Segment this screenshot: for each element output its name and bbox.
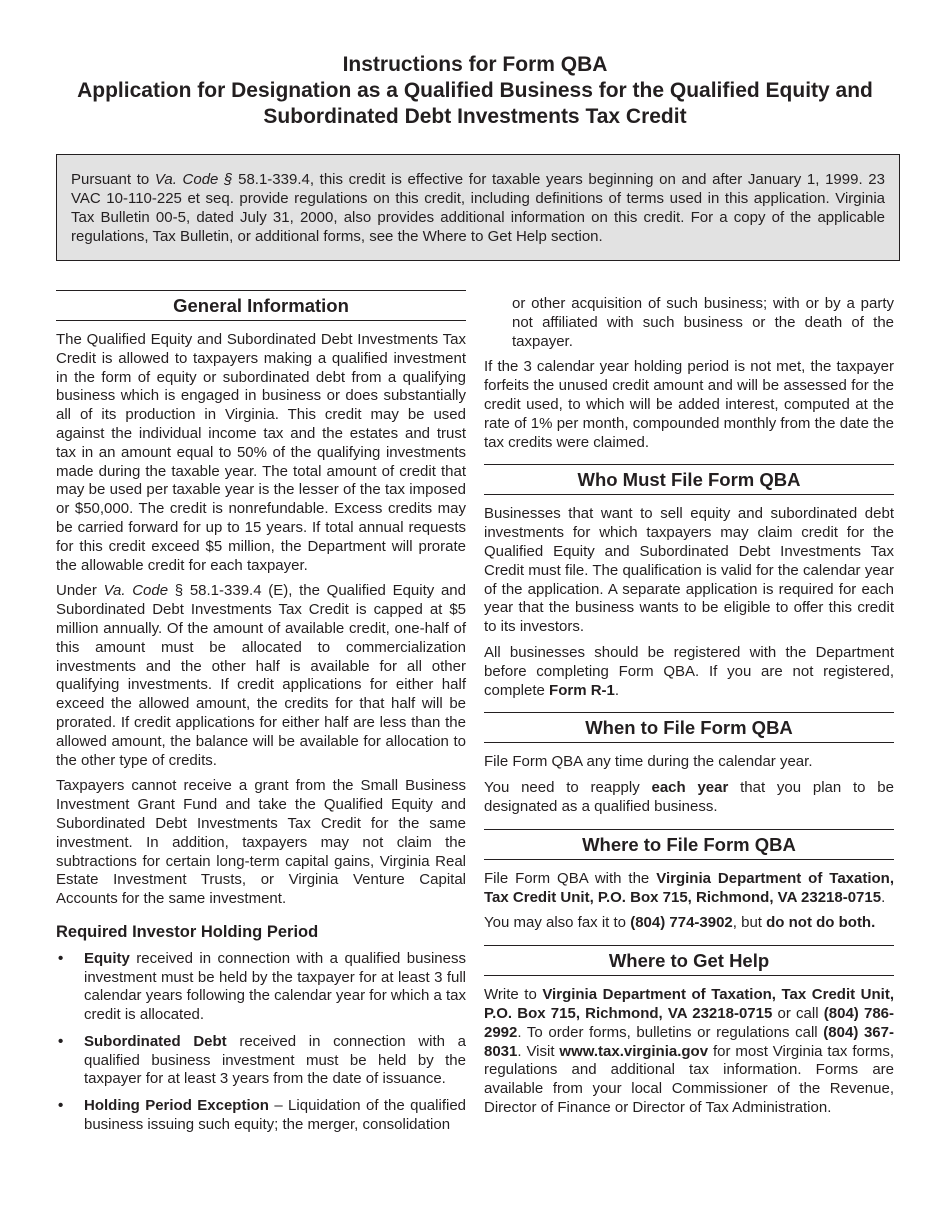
help-post: for most Virginia tax forms, regulations and additional tax information. Forms are available from your local Commissioner of the Revenue, Director of Finance or Director of Tax Administration. — [484, 1042, 894, 1116]
who-p2-post: . — [614, 681, 620, 699]
do-not-do-both: do not do both. — [766, 914, 876, 932]
bullet-text: received in connection with a qualified business investment must be held by the taxpayer for at least 3 years from the date of issuance. — [84, 1032, 467, 1088]
when-p2-post: that you plan to be designated as a qualified business. — [484, 779, 894, 815]
form-r1: Form R-1 — [549, 681, 615, 699]
who-must-file-heading: Who Must File Form QBA — [484, 464, 894, 495]
bullet-text: received in connection with a qualified business investment must be held by the taxpayer for at least 3 full calendar years following the calendar year for which a tax credit is allocated. — [84, 949, 466, 1024]
help-phone-1: (804) 786-2992 — [484, 1004, 894, 1041]
where-p1-pre: File Form QBA with the — [484, 869, 657, 887]
mailing-address: Virginia Department of Taxation, Tax Credit Unit, P.O. Box 715, Richmond, VA 23218-0715 — [484, 869, 894, 906]
general-info-paragraph-1: The Qualified Equity and Subordinated Debt Investments Tax Credit is allowed to taxpayers making a qualified investment in the form of equity or subordinated debt from a qualifying business which is engaged in business or does substantially all of its production in Virginia. This credit may be used against the individual income tax and the estates and trust tax in an amount equal to 50% of the qualifying investments made during the taxable year. The total amount of credit that may be used per taxable year is the lesser of the tax imposed or $50,000. The credit is nonrefundable. Excess credits may be carried forward for up to 15 years. If total annual requests for this credit exceed $5 million, the Department will prorate the allowable credit for each taxpayer. — [56, 331, 466, 574]
each-year: each year — [651, 779, 729, 797]
who-paragraph-2 — [484, 644, 894, 700]
holding-exception-continued: or other acquisition of such business; with or by a party not affiliated with such business or the death of the taxpayer. — [512, 295, 894, 350]
help-phone-2: (804) 367-8031 — [484, 1023, 894, 1060]
intro-text-pre: Pursuant to — [71, 171, 155, 188]
p2-post: § 58.1-339.4 (E), the Qualified Equity and Subordinated Debt Investments Tax Credit is capped at $5 million annually. Of the amount of available credit, one-half of this amount must be allocated to commercialization investments and the other half is available for all other qualifying investments. If credit applications for either half exceed the allowed amount, the credits for that half will be prorated. If credit applications for either half are less than the allowed amount, the balance will be available for allocation to the other type of credits. — [56, 582, 466, 769]
where-file-paragraph-1 — [484, 870, 894, 908]
help-pre: Write to — [484, 986, 543, 1004]
when-paragraph-1: File Form QBA any time during the calendar year. — [484, 753, 813, 771]
who-p2-pre: All businesses should be registered with the Department before completing Form QBA. If you are not registered, complete — [484, 643, 894, 699]
intro-box — [56, 154, 900, 261]
who-paragraph-1: Businesses that want to sell equity and subordinated debt investments for which taxpayers may claim credit for the Qualified Equity and Subordinated Debt Investments Tax Credit must file. The qualification is valid for the calendar year of the application. A separate application is required for each year that the business wants to be eligible to offer this credit to its investors. — [484, 505, 894, 636]
help-paragraph — [484, 986, 894, 1118]
general-info-paragraph-2 — [56, 582, 466, 770]
holding-period-heading: Required Investor Holding Period — [56, 922, 319, 941]
intro-text-post: 58.1-339.4, this credit is effective for taxable years beginning on and after January 1, 1999. 23 VAC 10-110-225 et seq. provide regulations on this credit, including definitions of terms used in this application. Virginia Tax Bulletin 00-5, dated July 31, 2000, also provides additional information on this credit. For a copy of the applicable regulations, Tax Bulletin, or additional forms, see the Where to Get Help section. — [71, 171, 885, 245]
holding-period-list — [56, 950, 466, 1135]
title-line-1: Instructions for Form QBA — [342, 53, 608, 76]
list-item — [56, 950, 466, 1025]
title-line-2: Application for Designation as a Qualified Business for the Qualified Equity and — [77, 79, 873, 102]
where-file-paragraph-2 — [484, 914, 894, 933]
general-info-heading: General Information — [56, 290, 466, 321]
general-info-paragraph-3: Taxpayers cannot receive a grant from the Small Business Investment Grant Fund and take the Qualified Equity and Subordinated Debt Investments Tax Credit for the same investment. In addition, taxpayers may not claim the subtractions for certain long-term capital gains, Virginia Real Estate Investment Trusts, or Virginia Venture Capital Accounts for the same investment. — [56, 777, 466, 908]
where-to-file-heading: Where to File Form QBA — [484, 829, 894, 860]
bullet-term: Equity — [84, 949, 130, 967]
p2-pre: Under — [56, 582, 104, 600]
bullet-term: Holding Period Exception — [84, 1097, 269, 1115]
where-p1-post: . — [881, 888, 886, 906]
document-title — [40, 52, 910, 130]
fax-number: (804) 774-3902 — [630, 914, 733, 932]
bullet-term: Subordinated Debt — [84, 1032, 227, 1050]
forfeit-paragraph: If the 3 calendar year holding period is not met, the taxpayer forfeits the unused credit amount and will be assessed for the credit used, to which will be added interest, computed at the rate of 1% per month, compounded monthly from the date the tax credits were claimed. — [484, 358, 894, 451]
intro-code: Va. Code § — [154, 171, 233, 188]
when-paragraph-2 — [484, 779, 894, 817]
list-item — [56, 1033, 466, 1089]
help-mid-2: . To order forms, bulletins or regulations call — [517, 1023, 824, 1041]
where-to-get-help-heading: Where to Get Help — [484, 945, 894, 976]
help-mid-1: or call — [772, 1004, 824, 1022]
help-mid-3: . Visit — [517, 1042, 560, 1060]
list-item — [56, 1097, 466, 1135]
when-p2-pre: You need to reapply — [484, 779, 652, 797]
p2-code: Va. Code — [103, 582, 169, 600]
title-line-3: Subordinated Debt Investments Tax Credit — [263, 105, 687, 128]
help-website: www.tax.virginia.gov — [559, 1042, 709, 1060]
help-address: Virginia Department of Taxation, Tax Credit Unit, P.O. Box 715, Richmond, VA 23218-0715 — [484, 986, 894, 1022]
when-to-file-heading: When to File Form QBA — [484, 712, 894, 743]
left-column — [56, 289, 466, 1143]
where-p2-mid: , but — [732, 914, 767, 932]
where-p2-pre: You may also fax it to — [484, 914, 631, 932]
right-column — [484, 295, 894, 1125]
bullet-text: – Liquidation of the qualified business issuing such equity; the merger, consolidation — [84, 1097, 467, 1134]
